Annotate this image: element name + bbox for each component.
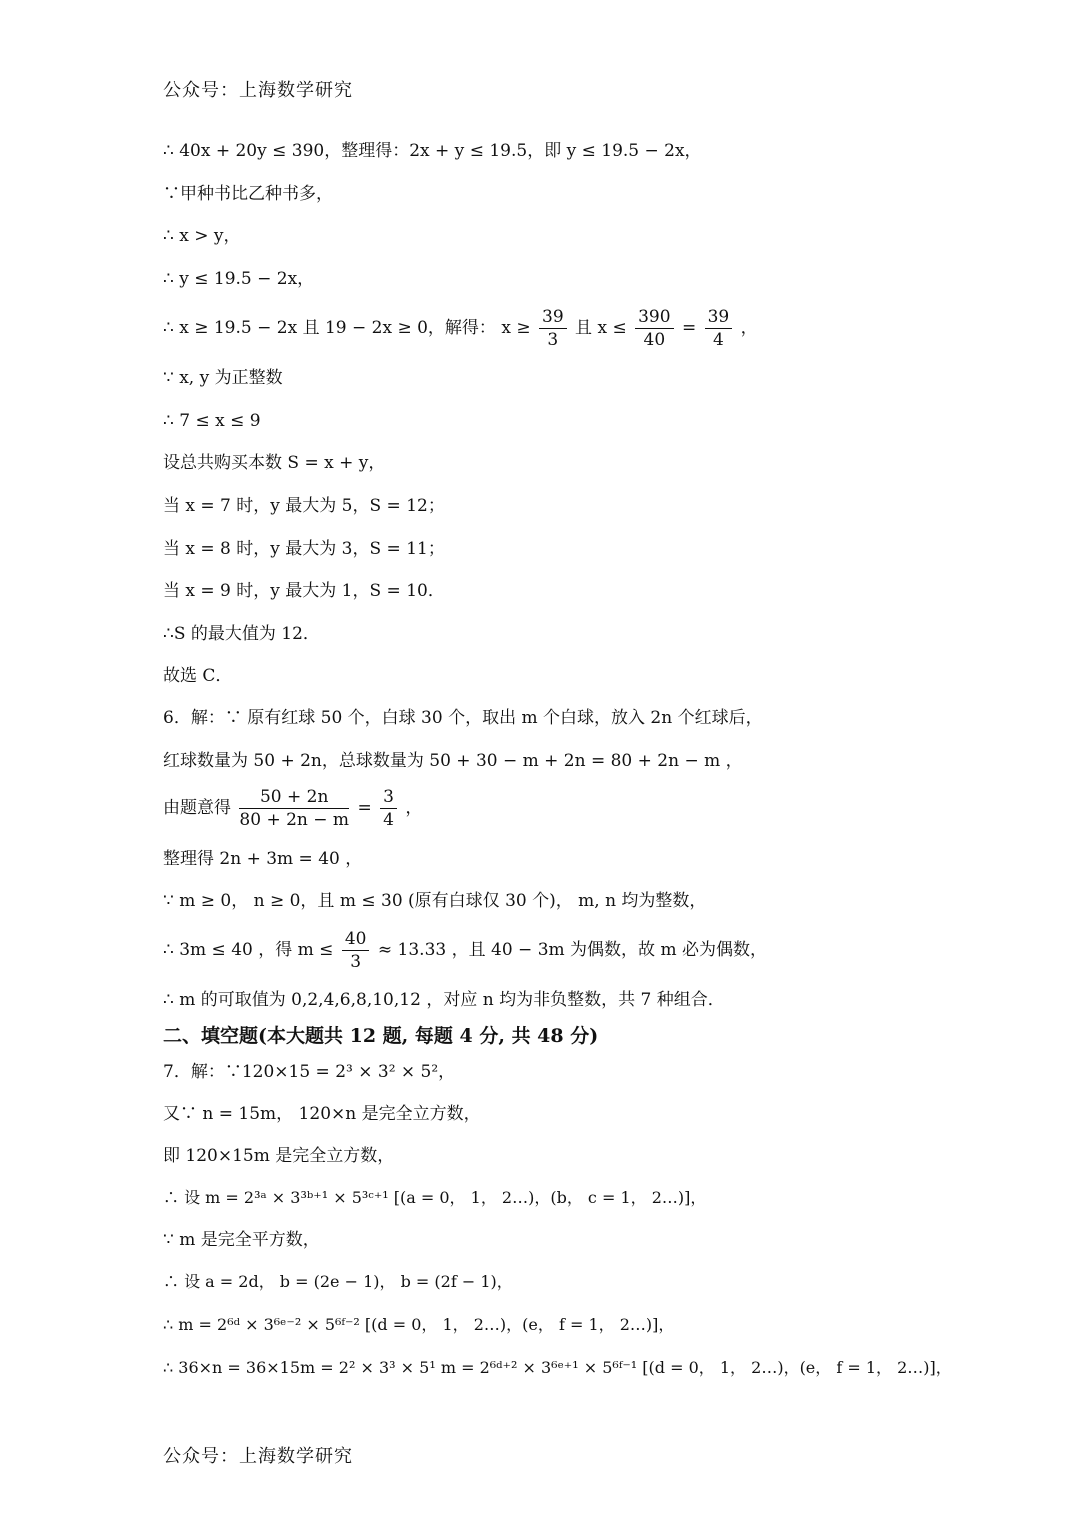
- text-line: ∵ m 是完全平方数，: [163, 1230, 320, 1250]
- text-line: ∴ 36×n = 36×15m = 2² × 3³ × 5¹ m = 2⁶ᵈ⁺² × 3⁶ᵉ⁺¹ × 5⁶ᶠ⁻¹ [(d = 0， 1， 2…)，(e， f = 1， 2…)]，: [163, 1358, 952, 1377]
- fraction: [705, 306, 733, 351]
- text-line: 整理得 2n + 3m = 40 ，: [163, 849, 363, 869]
- text-line: ∵甲种书比乙种书多，: [163, 184, 333, 204]
- section-heading: 二、填空题(本大题共 12 题, 每题 4 分, 共 48 分): [163, 1025, 599, 1047]
- text-segment: =: [357, 798, 372, 818]
- fraction: [239, 786, 349, 831]
- fraction: [635, 306, 673, 351]
- text-segment: 且 x ≤: [575, 318, 627, 338]
- text-line: ∴ 7 ≤ x ≤ 9: [163, 411, 261, 431]
- denominator: 4: [383, 810, 394, 830]
- text-segment: m ≤: [297, 940, 334, 960]
- numerator: 40: [342, 928, 370, 951]
- text-line: 设总共购买本数 S = x + y，: [163, 453, 386, 473]
- text-line: 6．解：∵ 原有红球 50 个，白球 30 个，取出 m 个白球，放入 2n 个红球后，: [163, 708, 763, 728]
- math-line: [163, 928, 1020, 973]
- math-line: [163, 306, 1020, 351]
- text-segment: ，: [740, 318, 758, 338]
- text-segment: =: [681, 318, 697, 338]
- denominator: 40: [643, 330, 666, 350]
- text-line: ∴ m 的可取值为 0,2,4,6,8,10,12 ，对应 n 均为非负整数，共 7 种组合．: [163, 990, 725, 1010]
- page-footer: 公众号：上海数学研究: [163, 1446, 353, 1467]
- denominator: 80 + 2n − m: [239, 810, 350, 830]
- denominator: 3: [350, 952, 362, 972]
- text-line: 又∵ n = 15m， 120×n 是完全立方数，: [163, 1104, 481, 1124]
- text-line: 故选 C．: [163, 666, 233, 686]
- fraction: [539, 306, 567, 351]
- numerator: 3: [380, 786, 397, 809]
- page-header: 公众号：上海数学研究: [163, 80, 353, 101]
- text-line: 当 x = 9 时，y 最大为 1，S = 10．: [163, 581, 445, 601]
- text-segment: ∴ x ≥ 19.5 − 2x 且 19 − 2x ≥ 0，解得：: [163, 318, 496, 338]
- numerator: 50 + 2n: [239, 786, 349, 809]
- text-line: 红球数量为 50 + 2n，总球数量为 50 + 30 − m + 2n = 80 + 2n − m ，: [163, 751, 743, 771]
- math-line: [163, 786, 1020, 831]
- fraction: [342, 928, 370, 973]
- numerator: 390: [635, 306, 673, 329]
- text-line: ∵ x, y 为正整数: [163, 368, 283, 388]
- text-line: ∵ m ≥ 0， n ≥ 0，且 m ≤ 30 (原有白球仅 30 个)， m, n 均为整数，: [163, 891, 707, 911]
- denominator: 4: [713, 330, 724, 350]
- text-segment: ∴ 3m ≤ 40 ，得: [163, 940, 293, 960]
- text-line: ∴ y ≤ 19.5 − 2x，: [163, 269, 315, 289]
- text-line: 即 120×15m 是完全立方数，: [163, 1146, 395, 1166]
- numerator: 39: [705, 306, 733, 329]
- text-line: 当 x = 8 时，y 最大为 3，S = 11；: [163, 539, 445, 559]
- text-line: ∴S 的最大值为 12．: [163, 624, 320, 644]
- text-line: ∴ m = 2⁶ᵈ × 3⁶ᵉ⁻² × 5⁶ᶠ⁻² [(d = 0， 1， 2…)，(e， f = 1， 2…)]，: [163, 1315, 675, 1334]
- text-line: ∴ x > y，: [163, 226, 241, 246]
- text-segment: x ≥: [501, 318, 531, 338]
- text-line: 7．解：∵120×15 = 2³ × 3² × 5²，: [163, 1062, 456, 1082]
- text-segment: ，: [405, 798, 423, 818]
- fraction: [380, 786, 397, 831]
- numerator: 39: [539, 306, 567, 329]
- text-segment: ≈ 13.33 ，且 40 − 3m 为偶数，故 m 必为偶数，: [377, 940, 767, 960]
- text-line: ∴ 40x + 20y ≤ 390，整理得：2x + y ≤ 19.5，即 y ≤ 19.5 − 2x，: [163, 141, 702, 161]
- denominator: 3: [547, 330, 559, 350]
- text-line: ∴ 设 a = 2d， b = (2e − 1)， b = (2f − 1)，: [163, 1272, 513, 1291]
- text-segment: 由题意得: [163, 798, 231, 818]
- text-line: ∴ 设 m = 2³ᵃ × 3³ᵇ⁺¹ × 5³ᶜ⁺¹ [(a = 0， 1， 2…)，(b， c = 1， 2…)]，: [163, 1188, 707, 1207]
- text-line: 当 x = 7 时，y 最大为 5，S = 12；: [163, 496, 445, 516]
